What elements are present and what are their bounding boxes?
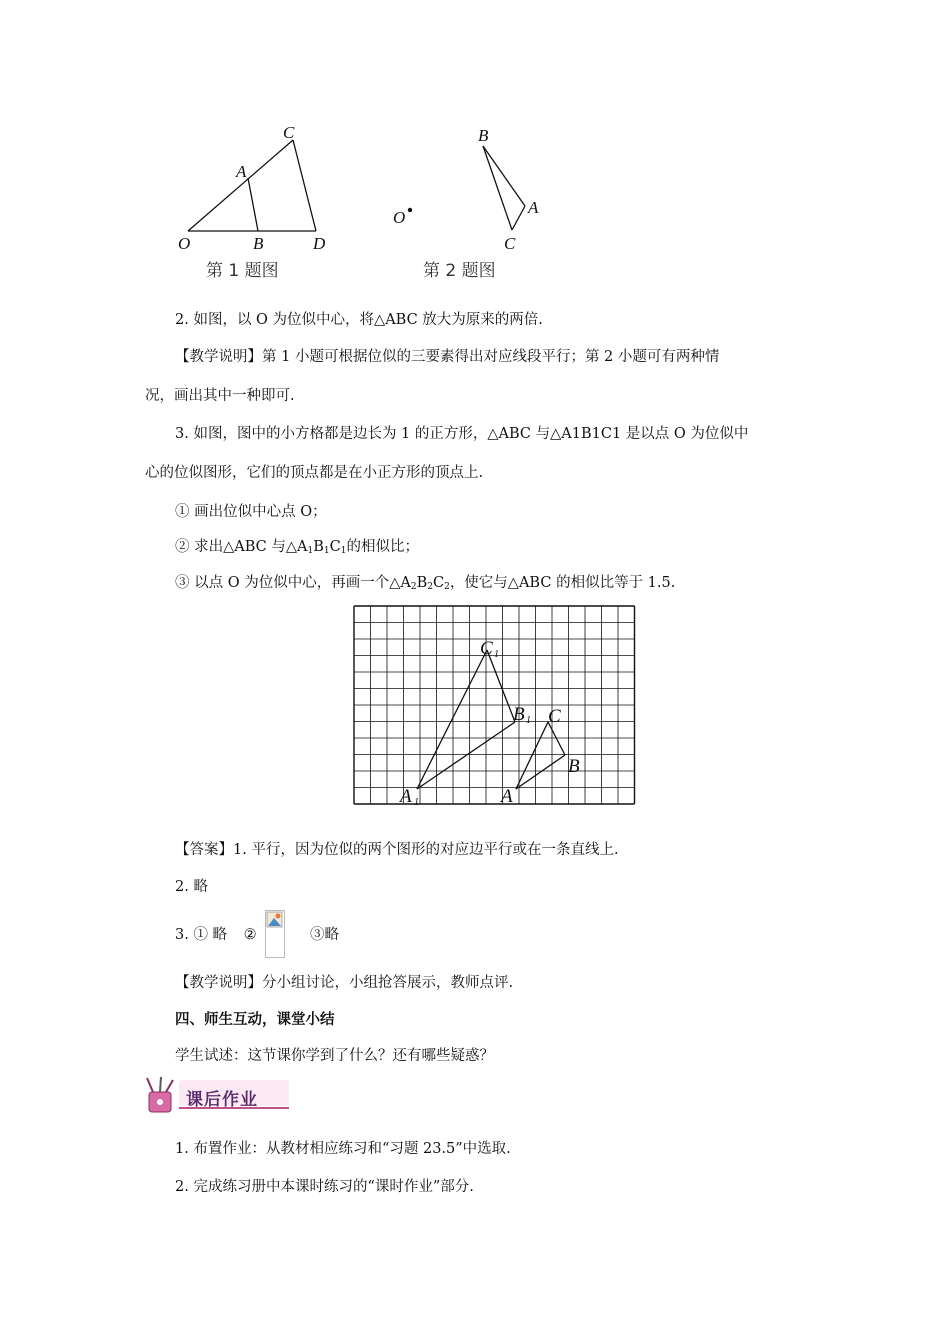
label-B1-sub: 1 xyxy=(526,715,531,726)
label-C: C xyxy=(548,706,561,727)
sub3-text-a: ③ 以点 O 为位似中心，再画一个△A xyxy=(175,575,411,591)
label-C1: C xyxy=(480,638,493,659)
segment-OC xyxy=(188,140,293,231)
section-4-heading: 四、师生互动，课堂小结 xyxy=(175,1011,335,1028)
sub2-text-d: 的相似比； xyxy=(346,539,419,555)
homework-item-1: 1. 布置作业：从教材相应练习和“习题 23.5”中选取. xyxy=(175,1141,511,1157)
teaching-note-2: 【教学说明】分小组讨论，小组抢答展示，教师点评. xyxy=(175,975,514,991)
question-3-line1: 3. 如图，图中的小方格都是边长为 1 的正方形，△ABC 与△A1B1C1 是以点 O 为位似中 xyxy=(175,426,749,442)
label-A1-sub: 1 xyxy=(414,797,419,808)
teaching-note-1-line1: 【教学说明】第 1 小题可根据位似的三要素得出对应线段平行；第 2 小题可有两种情 xyxy=(175,349,720,365)
homework-item-2: 2. 完成练习册中本课时练习的“课时作业”部分. xyxy=(175,1179,474,1195)
sub2-text-a: ② 求出△ABC 与△A xyxy=(175,539,308,555)
grid-lines xyxy=(354,606,635,804)
segment-AB xyxy=(248,178,258,231)
label-O: O xyxy=(393,208,406,227)
segment-BC xyxy=(483,146,512,230)
subscript: 1 xyxy=(307,546,314,556)
figure-1-caption: 第 1 题图 xyxy=(206,261,279,281)
label-A: A xyxy=(501,786,513,807)
label-B: B xyxy=(253,234,264,253)
sub3-text-d: ，使它与△ABC 的相似比等于 1.5. xyxy=(449,575,676,591)
figure-2 xyxy=(385,118,545,288)
segment-BA xyxy=(483,146,525,206)
subscript: 1 xyxy=(323,546,330,556)
homework-title: 课后作业 xyxy=(186,1090,258,1110)
label-O: O xyxy=(178,234,191,253)
answer-3-part1: 3. ① 略 xyxy=(175,927,228,943)
answer-3-part2: ② xyxy=(243,927,257,943)
label-A1: A xyxy=(400,786,412,807)
segment-C1B1 xyxy=(487,650,515,722)
grid-figure xyxy=(350,602,640,812)
label-B: B xyxy=(478,126,489,145)
label-B1: B xyxy=(513,704,525,725)
broken-image-icon xyxy=(265,910,285,958)
sub3-text-b: B xyxy=(416,575,428,591)
question-3-sub2 xyxy=(175,537,419,561)
student-prompt: 学生试述：这节课你学到了什么？还有哪些疑惑？ xyxy=(175,1048,494,1064)
question-3-sub3 xyxy=(175,573,675,597)
segment-A1C1 xyxy=(417,650,487,789)
sub2-text-c: C xyxy=(329,539,341,555)
subscript: 1 xyxy=(340,546,347,556)
answer-1: 【答案】1. 平行，因为位似的两个图形的对应边平行或在一条直线上. xyxy=(175,842,619,858)
segment-A1B1 xyxy=(417,722,515,789)
segment-AC xyxy=(516,722,548,789)
subscript: 2 xyxy=(410,582,417,592)
segment-AB xyxy=(516,755,565,789)
segment-CD xyxy=(293,140,316,231)
image-placeholder-icon xyxy=(266,911,284,929)
figure-2-caption: 第 2 题图 xyxy=(423,261,496,281)
segment-AC xyxy=(512,206,525,230)
subscript: 2 xyxy=(427,582,433,592)
label-B: B xyxy=(568,756,580,777)
subscript: 2 xyxy=(444,582,450,592)
answer-3-part3: ③略 xyxy=(310,927,339,943)
label-C: C xyxy=(504,234,516,253)
question-2: 2. 如图，以 O 为位似中心，将△ABC 放大为原来的两倍. xyxy=(175,312,543,328)
figure-1 xyxy=(170,118,350,288)
label-D: D xyxy=(313,234,326,253)
teaching-note-1-line2: 况，画出其中一种即可. xyxy=(145,388,295,404)
question-3-line2: 心的位似图形，它们的顶点都是在小正方形的顶点上. xyxy=(145,465,484,481)
sub2-text-b: B xyxy=(313,539,324,555)
point-O xyxy=(408,208,412,212)
label-C1-sub: 1 xyxy=(494,649,499,660)
label-C: C xyxy=(283,123,295,142)
sub3-text-c: C xyxy=(432,575,445,591)
answer-3 xyxy=(175,925,257,945)
pencil-cup-icon xyxy=(147,1077,173,1112)
label-A: A xyxy=(528,198,539,217)
answer-2: 2. 略 xyxy=(175,879,208,895)
label-A: A xyxy=(236,162,247,181)
question-3-sub1: ① 画出位似中心点 O； xyxy=(175,504,327,520)
